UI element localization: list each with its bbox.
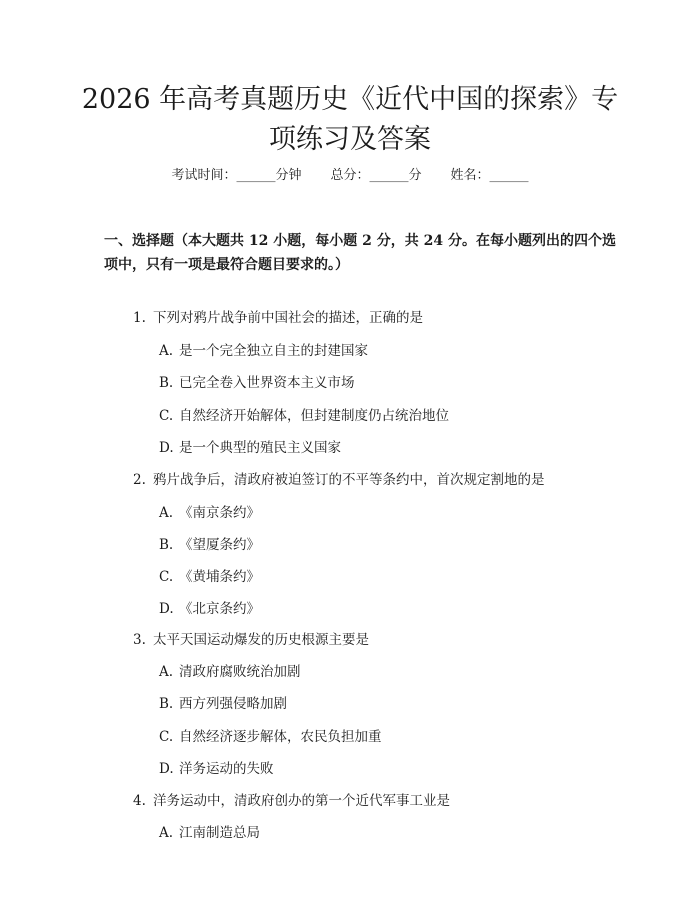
question-number: 2. [133,472,146,488]
section-heading-line-2: 项中，只有一项是最符合题目要求的。） [104,257,349,273]
time-blank: ______ [236,168,276,183]
question-number: 1. [133,310,146,326]
question-1-option-a [159,341,368,361]
question-2-option-d [159,599,260,619]
option-letter: A. [159,505,174,521]
question-text: 洋务运动中，清政府创办的第一个近代军事工业是 [153,793,450,809]
option-letter: C. [159,408,174,424]
option-text: 自然经济逐步解体，农民负担加重 [179,729,382,745]
question-2-option-a [159,503,260,523]
option-letter: B. [159,375,174,391]
option-letter: A. [159,343,174,359]
question-2 [133,470,545,490]
question-2-option-c [159,567,260,587]
option-text: 洋务运动的失败 [179,761,274,777]
question-text: 太平天国运动爆发的历史根源主要是 [153,632,369,648]
question-3-option-b [159,694,287,714]
option-letter: A. [159,664,174,680]
question-number: 3. [133,632,146,648]
option-text: 《黄埔条约》 [179,569,260,585]
option-text: 清政府腐败统治加剧 [179,664,301,680]
option-text: 《南京条约》 [179,505,260,521]
time-label: 考试时间： [171,168,237,183]
option-text: 自然经济开始解体，但封建制度仍占统治地位 [179,408,449,424]
question-text: 鸦片战争后，清政府被迫签订的不平等条约中，首次规定割地的是 [153,472,545,488]
option-letter: A. [159,825,174,841]
question-4 [133,791,450,811]
option-text: 是一个完全独立自主的封建国家 [179,343,368,359]
option-letter: B. [159,537,174,553]
question-1-option-d [159,438,341,458]
question-1-option-b [159,373,355,393]
time-unit: 分钟 [275,168,302,183]
option-letter: B. [159,696,174,712]
score-blank: ______ [369,168,409,183]
title-line-2: 项练习及答案 [269,124,431,155]
question-2-option-b [159,535,260,555]
option-text: 《望厦条约》 [179,537,260,553]
option-letter: D. [159,440,174,456]
question-4-option-a [159,823,260,843]
option-letter: C. [159,729,174,745]
option-text: 已完全卷入世界资本主义市场 [179,375,355,391]
option-letter: D. [159,601,174,617]
option-letter: C. [159,569,174,585]
question-1-option-c [159,406,449,426]
section-heading-line-1: 一、选择题（本大题共 12 小题，每小题 2 分，共 24 分。在每小题列出的四个选 [104,233,616,249]
question-3 [133,630,369,650]
exam-info-line [0,166,700,186]
option-text: 是一个典型的殖民主义国家 [179,440,341,456]
score-unit: 分 [408,168,422,183]
section-heading [104,229,624,277]
name-blank: ______ [489,168,529,183]
question-3-option-d [159,759,274,779]
question-3-option-c [159,727,382,747]
score-label: 总分： [330,168,370,183]
title-line-1: 2026 年高考真题历史《近代中国的探索》专 [81,84,619,115]
option-text: 江南制造总局 [179,825,260,841]
question-text: 下列对鸦片战争前中国社会的描述，正确的是 [153,310,423,326]
question-number: 4. [133,793,146,809]
name-label: 姓名： [450,168,490,183]
option-text: 《北京条约》 [179,601,260,617]
document-title [80,80,620,160]
option-letter: D. [159,761,174,777]
question-1 [133,308,423,328]
question-3-option-a [159,662,301,682]
option-text: 西方列强侵略加剧 [179,696,287,712]
